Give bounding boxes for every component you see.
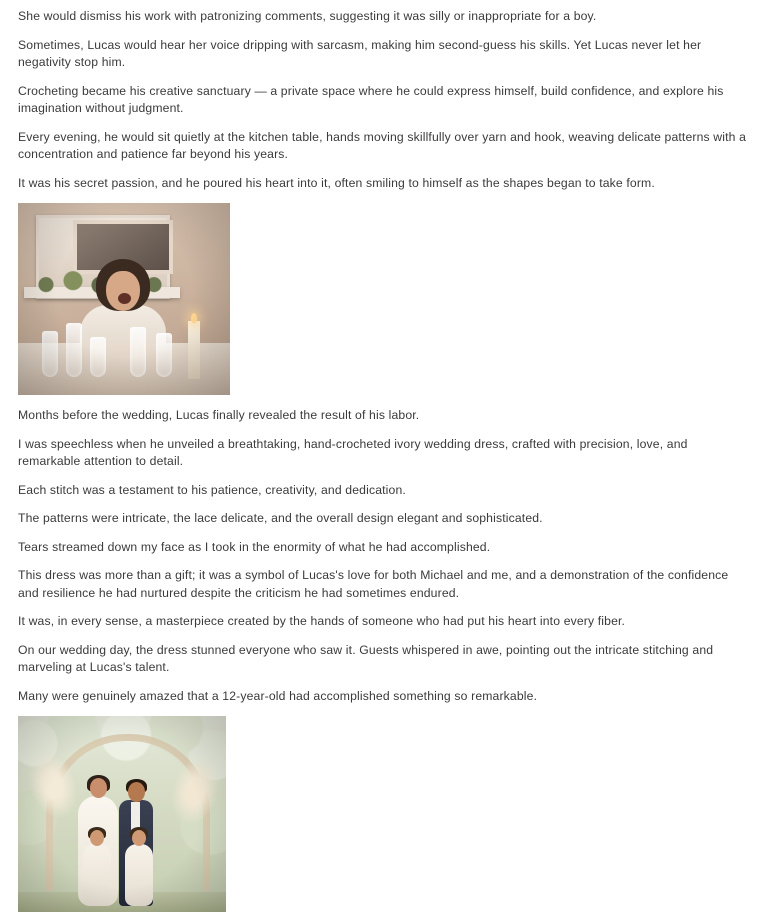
paragraph: Many were genuinely amazed that a 12-year-old had accomplished something so remarkable. (18, 688, 538, 703)
wedding-party-photo (18, 716, 226, 912)
paragraph: Tears streamed down my face as I took in the enormity of what he had accomplished. (18, 539, 491, 554)
photo-vignette (18, 716, 226, 912)
paragraph: It was, in every sense, a masterpiece created by the hands of someone who had put his heart into every fiber. (18, 614, 626, 628)
paragraph: She would dismiss his work with patronizing comments, suggesting it was silly or inappropriate for a boy. (18, 9, 597, 23)
paragraph: Crocheting became his creative sanctuary — a private space where he could express himself, build confidence, and explore his imagination without judgment. (18, 83, 724, 115)
paragraph: Sometimes, Lucas would hear her voice dripping with sarcasm, making him second-guess his skills. Yet Lucas never let her negativity stop him. (18, 37, 702, 69)
paragraph: I was speechless when he unveiled a breathtaking, hand-crocheted ivory wedding dress, crafted with precision, love, and remarkable attention to detail. (18, 436, 688, 468)
article-image-two (18, 716, 748, 912)
paragraph: Each stitch was a testament to his patience, creativity, and dedication. (18, 482, 406, 497)
paragraph: Months before the wedding, Lucas finally revealed the result of his labor. (18, 408, 420, 422)
photo-vignette (18, 203, 230, 395)
paragraph: On our wedding day, the dress stunned everyone who saw it. Guests whispered in awe, pointing out the intricate stitching and marveling at Lucas's talent. (18, 642, 714, 674)
article-image-one (18, 203, 748, 395)
paragraph: Every evening, he would sit quietly at the kitchen table, hands moving skillfully over yarn and hook, weaving delicate patterns with a concentration and patience far beyond his years. (18, 129, 747, 161)
paragraph: This dress was more than a gift; it was a symbol of Lucas's love for both Michael and me, and a demonstration of the confidence and resilience he had nurtured despite the criticism he had sometimes endured. (18, 568, 729, 600)
paragraph: The patterns were intricate, the lace delicate, and the overall design elegant and sophisticated. (18, 511, 543, 525)
paragraph: It was his secret passion, and he poured his heart into it, often smiling to himself as the shapes began to take form. (18, 175, 655, 190)
wedding-reception-photo (18, 203, 230, 395)
